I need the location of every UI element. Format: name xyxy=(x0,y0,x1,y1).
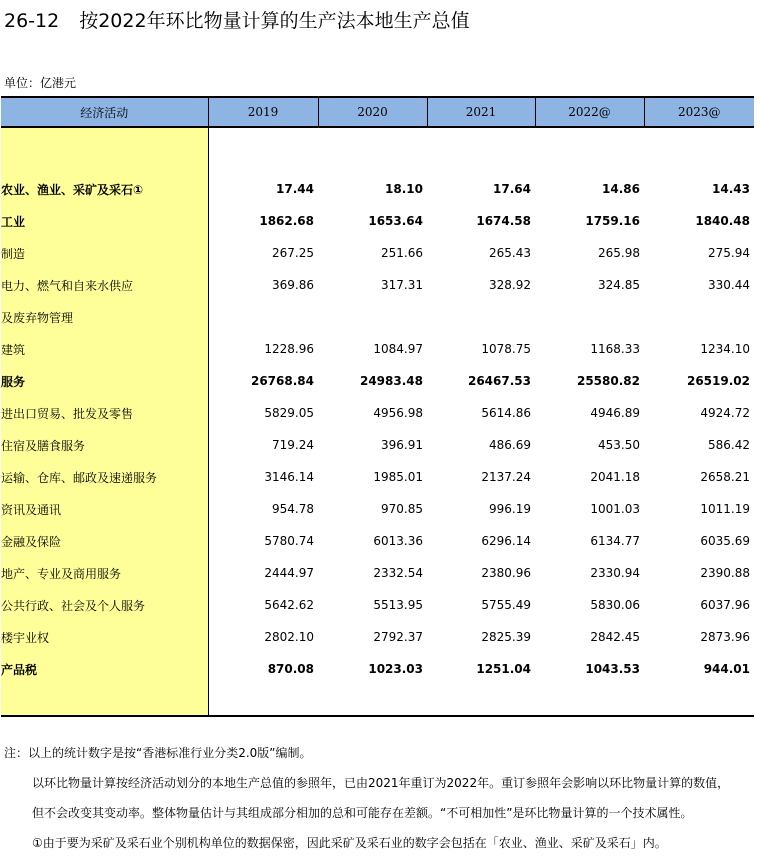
cell-value: 2390.88 xyxy=(700,566,750,580)
table-row xyxy=(1,397,754,429)
cell-value: 26768.84 xyxy=(250,374,314,388)
table-row xyxy=(1,301,754,333)
cell-value: 4924.72 xyxy=(700,406,750,420)
row-label: 建筑 xyxy=(1,333,208,365)
cell-value: 1023.03 xyxy=(368,662,423,676)
cell-value: 1001.03 xyxy=(590,502,640,516)
header-activity: 经济活动 xyxy=(1,97,208,127)
header-year: 2023@ xyxy=(644,97,754,127)
cell-value: 1043.53 xyxy=(585,662,640,676)
header-year: 2022@ xyxy=(535,97,644,127)
cell-value: 486.69 xyxy=(489,438,531,452)
gdp-table xyxy=(1,96,754,717)
cell-value: 1840.48 xyxy=(695,214,750,228)
cell-value: 4956.98 xyxy=(373,406,423,420)
cell-value: 2041.18 xyxy=(590,470,640,484)
cell-value: 1674.58 xyxy=(476,214,531,228)
table-title: 按2022年环比物量计算的生产法本地生产总值 xyxy=(79,10,470,32)
cell-value: 4946.89 xyxy=(590,406,640,420)
cell-value: 6037.96 xyxy=(700,598,750,612)
cell-value: 328.92 xyxy=(489,278,531,292)
cell-value: 1653.64 xyxy=(368,214,423,228)
cell-value: 267.25 xyxy=(272,246,314,260)
cell-value: 26467.53 xyxy=(467,374,531,388)
cell-value: 5755.49 xyxy=(481,598,531,612)
cell-value: 275.94 xyxy=(708,246,750,260)
cell-value: 870.08 xyxy=(267,662,314,676)
cell-value: 2658.21 xyxy=(700,470,750,484)
cell-value: 5830.06 xyxy=(590,598,640,612)
cell-value: 5614.86 xyxy=(481,406,531,420)
cell-value: 369.86 xyxy=(272,278,314,292)
cell-value: 1862.68 xyxy=(259,214,314,228)
cell-value: 6134.77 xyxy=(590,534,640,548)
table-row xyxy=(1,493,754,525)
row-label: 运输、仓库、邮政及速递服务 xyxy=(1,461,208,493)
spacer-row xyxy=(1,127,754,173)
row-label: 产品税 xyxy=(1,653,208,685)
cell-value: 324.85 xyxy=(598,278,640,292)
cell-value: 17.44 xyxy=(276,182,314,196)
unit-label: 单位：亿港元 xyxy=(4,76,77,90)
cell-value: 2825.39 xyxy=(481,630,531,644)
cell-value: 1168.33 xyxy=(590,342,640,356)
footnotes xyxy=(4,738,729,858)
row-label: 及废弃物管理 xyxy=(1,301,208,333)
cell-value: 6296.14 xyxy=(481,534,531,548)
cell-value: 317.31 xyxy=(381,278,423,292)
cell-value: 5829.05 xyxy=(264,406,314,420)
cell-value: 6035.69 xyxy=(700,534,750,548)
table-row xyxy=(1,173,754,205)
table-row xyxy=(1,333,754,365)
cell-value: 2330.94 xyxy=(590,566,640,580)
row-label: 住宿及膳食服务 xyxy=(1,429,208,461)
table-row xyxy=(1,365,754,397)
cell-value: 2792.37 xyxy=(373,630,423,644)
footnote: ①由于要为采矿及采石业个别机构单位的数据保密，因此采矿及采石业的数字会包括在「农业、渔业、采矿及采石」内。 xyxy=(32,836,667,850)
cell-value: 265.98 xyxy=(598,246,640,260)
row-label: 楼宇业权 xyxy=(1,621,208,653)
row-label: 资讯及通讯 xyxy=(1,493,208,525)
cell-value: 1078.75 xyxy=(481,342,531,356)
table-row xyxy=(1,429,754,461)
header-year: 2020 xyxy=(318,97,427,127)
cell-value: 14.86 xyxy=(602,182,640,196)
table-row xyxy=(1,237,754,269)
row-label: 农业、渔业、采矿及采石① xyxy=(1,173,208,205)
cell-value: 2802.10 xyxy=(264,630,314,644)
cell-value: 586.42 xyxy=(708,438,750,452)
table-row xyxy=(1,205,754,237)
cell-value: 24983.48 xyxy=(359,374,423,388)
cell-value: 1084.97 xyxy=(373,342,423,356)
row-label: 金融及保险 xyxy=(1,525,208,557)
footnote: 注：以上的统计数字是按“香港标准行业分类2.0版”编制。 xyxy=(4,746,312,760)
cell-value: 2873.96 xyxy=(700,630,750,644)
cell-value: 2137.24 xyxy=(481,470,531,484)
cell-value: 6013.36 xyxy=(373,534,423,548)
cell-value: 2842.45 xyxy=(590,630,640,644)
cell-value: 3146.14 xyxy=(264,470,314,484)
cell-value: 18.10 xyxy=(385,182,423,196)
cell-value: 954.78 xyxy=(272,502,314,516)
row-label: 制造 xyxy=(1,237,208,269)
cell-value: 719.24 xyxy=(272,438,314,452)
table-row xyxy=(1,525,754,557)
cell-value: 453.50 xyxy=(598,438,640,452)
cell-value: 5513.95 xyxy=(373,598,423,612)
page-title xyxy=(4,6,470,33)
row-label: 服务 xyxy=(1,365,208,397)
cell-value: 2444.97 xyxy=(264,566,314,580)
cell-value: 396.91 xyxy=(381,438,423,452)
row-label: 公共行政、社会及个人服务 xyxy=(1,589,208,621)
cell-value: 1759.16 xyxy=(585,214,640,228)
table-row xyxy=(1,621,754,653)
header-year: 2019 xyxy=(208,97,318,127)
row-label: 进出口贸易、批发及零售 xyxy=(1,397,208,429)
cell-value: 251.66 xyxy=(381,246,423,260)
table-row xyxy=(1,653,754,685)
table-row xyxy=(1,589,754,621)
cell-value: 2380.96 xyxy=(481,566,531,580)
cell-value: 1251.04 xyxy=(476,662,531,676)
cell-value: 26519.02 xyxy=(686,374,750,388)
table-row xyxy=(1,461,754,493)
cell-value: 2332.54 xyxy=(373,566,423,580)
footnote: 以环比物量计算按经济活动划分的本地生产总值的参照年，已由2021年重订为2022年。重订参照年会影响以环比物量计算的数值， xyxy=(32,776,730,790)
spacer-row xyxy=(1,685,754,716)
footnote: 但不会改变其变动率。整体物量估计与其组成部分相加的总和可能存在差额。“不可相加性”是环比物量计算的一个技术属性。 xyxy=(32,806,693,820)
row-label: 地产、专业及商用服务 xyxy=(1,557,208,589)
table-number: 26-12 xyxy=(4,10,60,32)
table-row xyxy=(1,557,754,589)
cell-value: 944.01 xyxy=(703,662,750,676)
cell-value: 970.85 xyxy=(381,502,423,516)
table-row xyxy=(1,269,754,301)
cell-value: 1234.10 xyxy=(700,342,750,356)
cell-value: 5780.74 xyxy=(264,534,314,548)
row-label: 工业 xyxy=(1,205,208,237)
header-row xyxy=(1,97,754,127)
cell-value: 5642.62 xyxy=(264,598,314,612)
row-label: 电力、燃气和自来水供应 xyxy=(1,269,208,301)
cell-value: 1228.96 xyxy=(264,342,314,356)
cell-value: 330.44 xyxy=(708,278,750,292)
cell-value: 996.19 xyxy=(489,502,531,516)
cell-value: 25580.82 xyxy=(576,374,640,388)
cell-value: 1011.19 xyxy=(700,502,750,516)
header-year: 2021 xyxy=(427,97,535,127)
cell-value: 265.43 xyxy=(489,246,531,260)
cell-value: 17.64 xyxy=(493,182,531,196)
cell-value: 14.43 xyxy=(712,182,750,196)
cell-value: 1985.01 xyxy=(373,470,423,484)
